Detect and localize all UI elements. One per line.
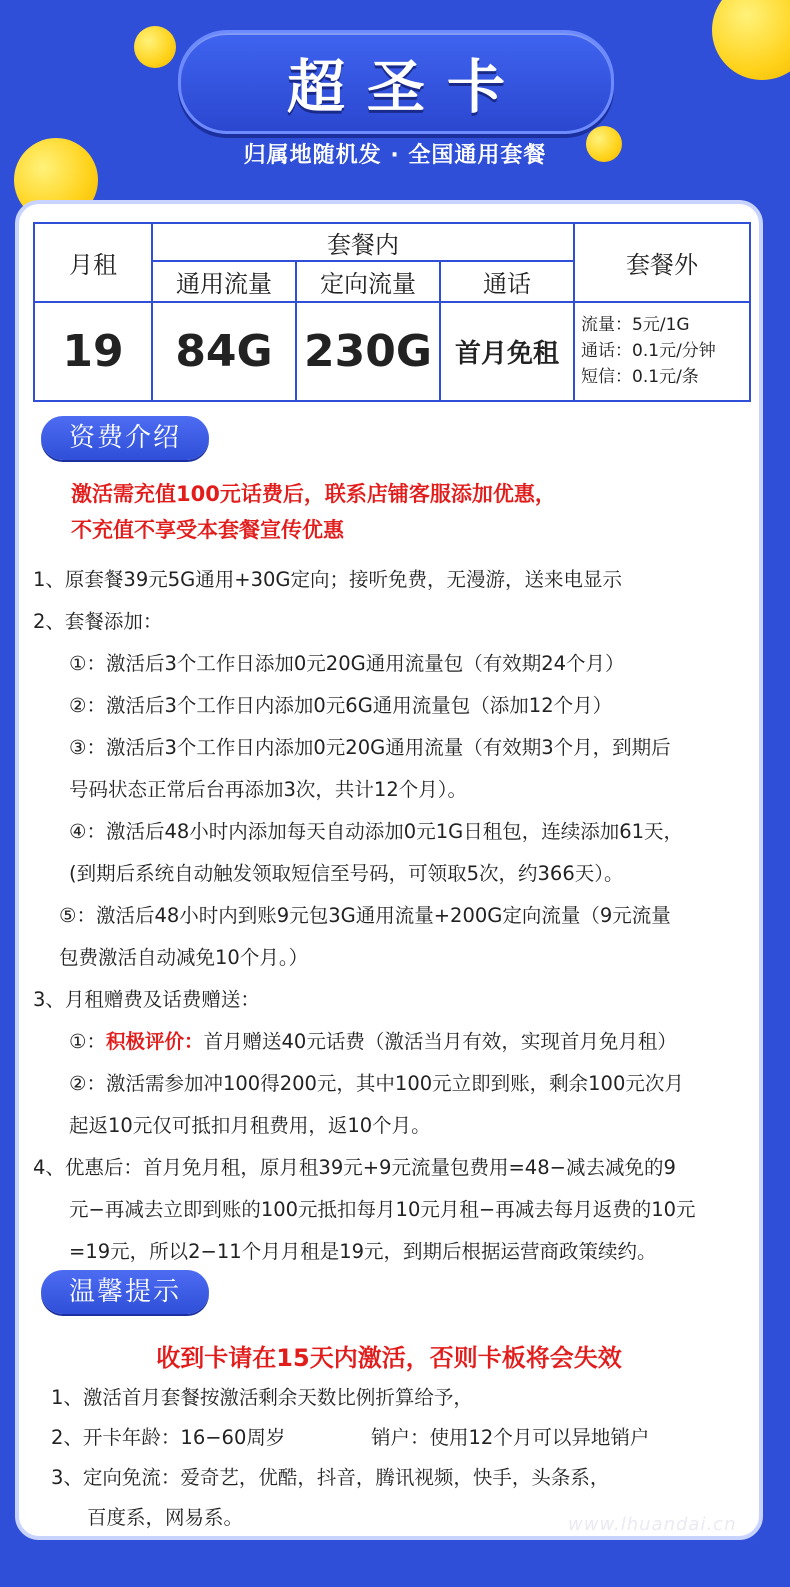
fee-line: 4、优惠后：首月免月租，原月租39元+9元流量包费用=48−减去减免的9 bbox=[33, 1156, 676, 1179]
fee-line: =19元，所以2−11个月月租是19元，到期后根据运营商政策续约。 bbox=[69, 1240, 657, 1263]
fee-line: ②：激活后3个工作日内添加0元6G通用流量包（添加12个月） bbox=[69, 694, 613, 717]
fee-line: 号码状态正常后台再添加3次，共计12个月）。 bbox=[69, 778, 467, 801]
tip-line: 3、定向免流：爱奇艺，优酷，抖音，腾讯视频，快手，头条系， bbox=[51, 1466, 610, 1489]
fee-line: ④：激活后48小时内添加每天自动添加0元1G日租包，连续添加61天， bbox=[69, 820, 684, 843]
price-table bbox=[33, 222, 751, 402]
fee-line: ①：激活后3个工作日添加0元20G通用流量包（有效期24个月） bbox=[69, 652, 625, 675]
header-out-plan: 套餐外 bbox=[574, 223, 750, 302]
tip-line: 百度系，网易系。 bbox=[87, 1506, 244, 1529]
fee-line: ③：激活后3个工作日内添加0元20G通用流量（有效期3个月，到期后 bbox=[69, 736, 671, 759]
tip-line: 销户：使用12个月可以异地销户 bbox=[371, 1426, 650, 1449]
header-in-plan: 套餐内 bbox=[152, 223, 574, 261]
out-line: 流量：5元/1G bbox=[581, 315, 690, 336]
fee-line: 起返10元仅可抵扣月租费用，返10个月。 bbox=[69, 1114, 431, 1137]
value-rent: 19 bbox=[34, 302, 152, 401]
page-title: 超圣卡 bbox=[286, 53, 527, 121]
out-line: 短信：0.1元/条 bbox=[581, 367, 699, 388]
highlight-positive-review: 积极评价： bbox=[105, 1030, 204, 1053]
header-general-data: 通用流量 bbox=[152, 261, 296, 301]
fee-line bbox=[69, 1026, 677, 1054]
page-subtitle: 归属地随机发 · 全国通用套餐 bbox=[243, 143, 547, 168]
value-general-data: 84G bbox=[152, 302, 296, 401]
fee-line-rest: 首月赠送40元话费（激活当月有效，实现首月免月租） bbox=[203, 1030, 677, 1053]
out-line: 通话：0.1元/分钟 bbox=[581, 341, 716, 362]
fee-line-prefix: ①： bbox=[69, 1030, 106, 1053]
section-title-fees: 资费介绍 bbox=[41, 416, 209, 460]
fee-line: 元−再减去立即到账的100元抵扣每月10元月租−再减去每月返费的10元 bbox=[69, 1198, 696, 1221]
fee-line: 2、套餐添加： bbox=[33, 610, 163, 633]
header-call: 通话 bbox=[440, 261, 574, 301]
watermark: www.lhuandai.cn bbox=[568, 1514, 737, 1535]
fee-line: ⑤：激活后48小时内到账9元包3G通用流量+200G定向流量（9元流量 bbox=[59, 904, 671, 927]
tip-line: 1、激活首月套餐按激活剩余天数比例折算给予， bbox=[51, 1386, 473, 1409]
decor-ball bbox=[712, 0, 790, 80]
fee-line: 1、原套餐39元5G通用+30G定向；接听免费，无漫游，送来电显示 bbox=[33, 568, 622, 591]
notice-line: 激活需充值100元话费后，联系店铺客服添加优惠， bbox=[71, 482, 556, 506]
fee-line: 包费激活自动减免10个月。） bbox=[59, 946, 309, 969]
content-card bbox=[15, 200, 763, 1540]
title-banner bbox=[178, 30, 614, 134]
value-directed-data: 230G bbox=[296, 302, 440, 401]
tip-line: 2、开卡年龄：16−60周岁 bbox=[51, 1426, 286, 1449]
fee-line: (到期后系统自动触发领取短信至号码，可领取5次，约366天）。 bbox=[69, 862, 624, 885]
value-call: 首月免租 bbox=[440, 302, 574, 401]
fee-line: 3、月租赠费及话费赠送： bbox=[33, 988, 260, 1011]
fee-line: ②：激活需参加冲100得200元，其中100元立即到账，剩余100元次月 bbox=[69, 1072, 684, 1095]
header-directed-data: 定向流量 bbox=[296, 261, 440, 301]
notice-line: 不充值不享受本套餐宣传优惠 bbox=[71, 518, 344, 542]
section-title-tips: 温馨提示 bbox=[41, 1270, 209, 1314]
header-rent: 月租 bbox=[34, 223, 152, 302]
decor-ball bbox=[134, 26, 176, 68]
activation-warning: 收到卡请在15天内激活，否则卡板将会失效 bbox=[156, 1344, 622, 1372]
value-out-plan bbox=[574, 302, 750, 401]
